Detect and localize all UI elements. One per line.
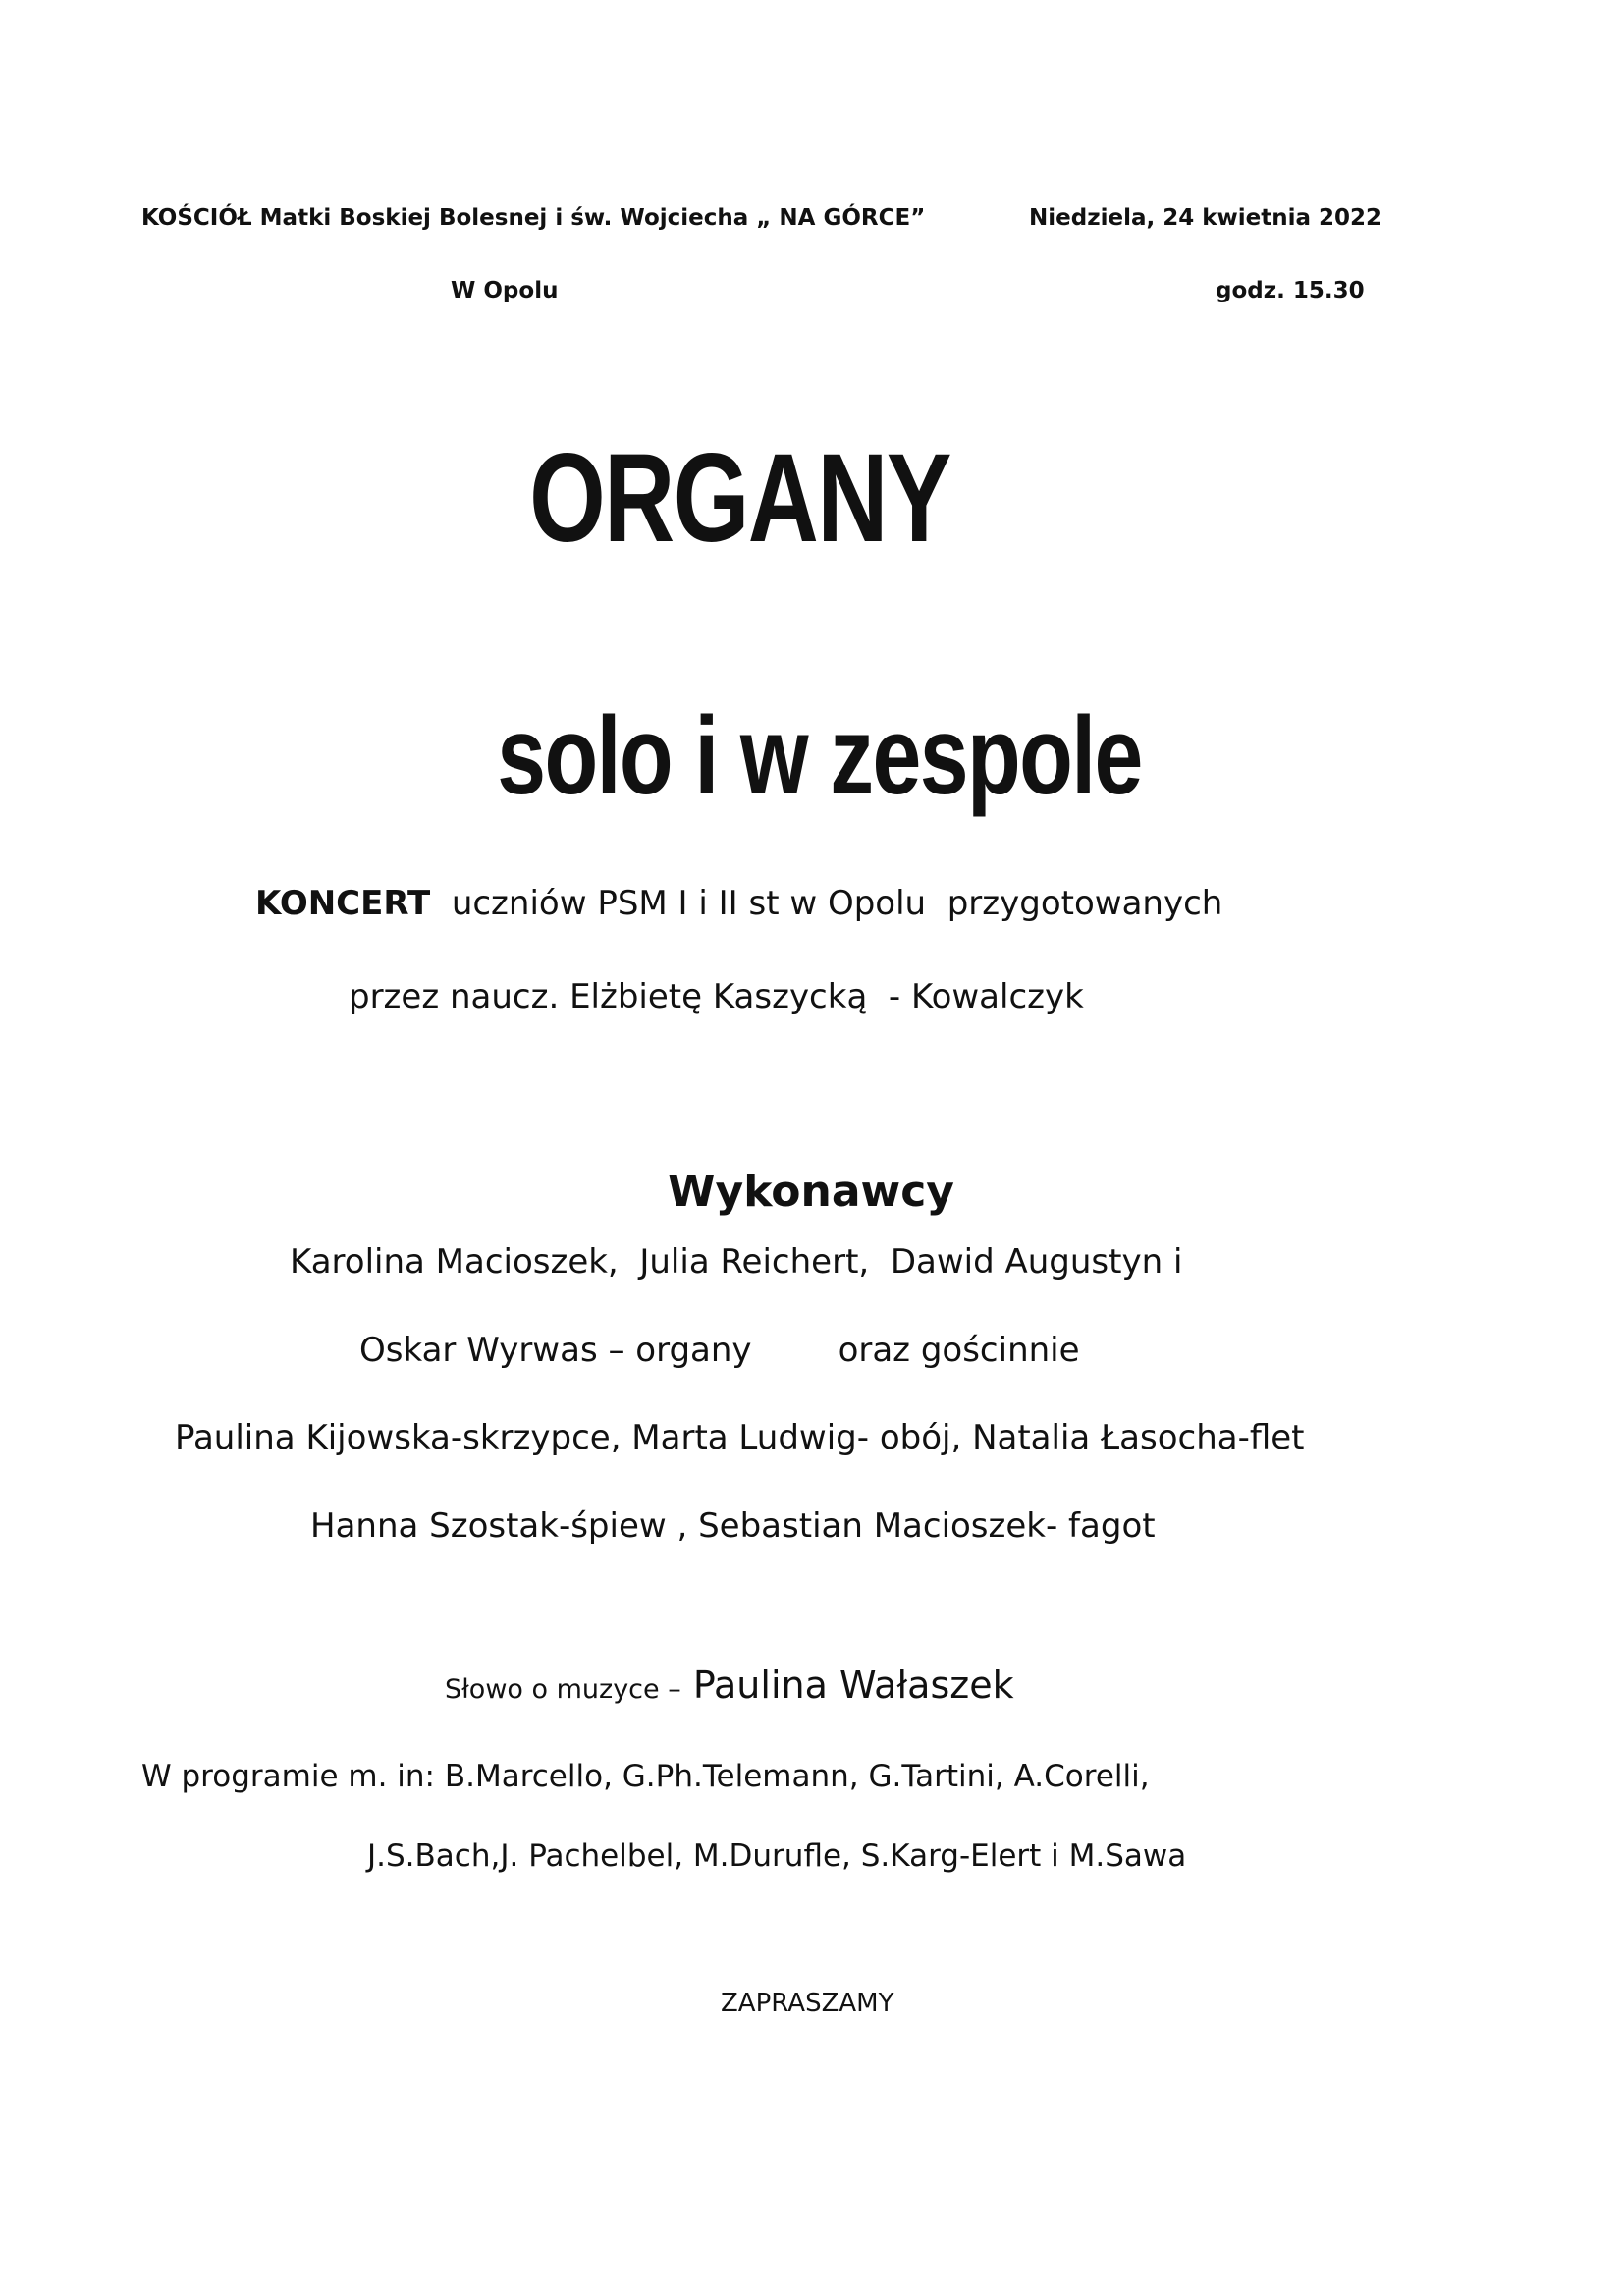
- concert-text: uczniów PSM I i II st w Opolu przygotowanych: [430, 884, 1223, 923]
- performers-line-2: [359, 1331, 1080, 1370]
- performers-line-1: Karolina Macioszek, Julia Reichert, Dawid Augustyn i: [290, 1242, 1183, 1282]
- teacher-line: przez naucz. Elżbietę Kaszycką - Kowalczyk: [349, 977, 1084, 1016]
- event-date: Niedziela, 24 kwietnia 2022: [1029, 205, 1382, 231]
- event-time: godz. 15.30: [1216, 278, 1365, 303]
- program-line-1: W programie m. in: B.Marcello, G.Ph.Telemann, G.Tartini, A.Corelli,: [141, 1759, 1150, 1794]
- performers-line-4: Hanna Szostak-śpiew , Sebastian Macioszek- fagot: [310, 1506, 1156, 1546]
- concert-description: [255, 884, 1222, 923]
- performers-line-3: Paulina Kijowska-skrzypce, Marta Ludwig- obój, Natalia Łasocha-flet: [175, 1418, 1305, 1457]
- word-speaker: Paulina Wałaszek: [680, 1664, 1014, 1707]
- word-label: Słowo o muzyce –: [445, 1674, 681, 1705]
- invitation: ZAPRASZAMY: [721, 1989, 894, 2018]
- program-line-2: J.S.Bach,J. Pachelbel, M.Durufle, S.Karg-Elert i M.Sawa: [367, 1838, 1187, 1874]
- church-name: KOŚCIÓŁ Matki Boskiej Bolesnej i św. Wojciecha „ NA GÓRCE”: [141, 205, 926, 231]
- city: W Opolu: [451, 278, 559, 303]
- main-title: ORGANY: [529, 428, 950, 569]
- performers-heading: Wykonawcy: [668, 1167, 954, 1217]
- subtitle: solo i w zespole: [497, 694, 1142, 817]
- guests-label: oraz gościnnie: [838, 1331, 1080, 1370]
- organists-end: Oskar Wyrwas – organy: [359, 1331, 752, 1370]
- word-about-music: [445, 1664, 1014, 1707]
- concert-label: KONCERT: [255, 884, 431, 923]
